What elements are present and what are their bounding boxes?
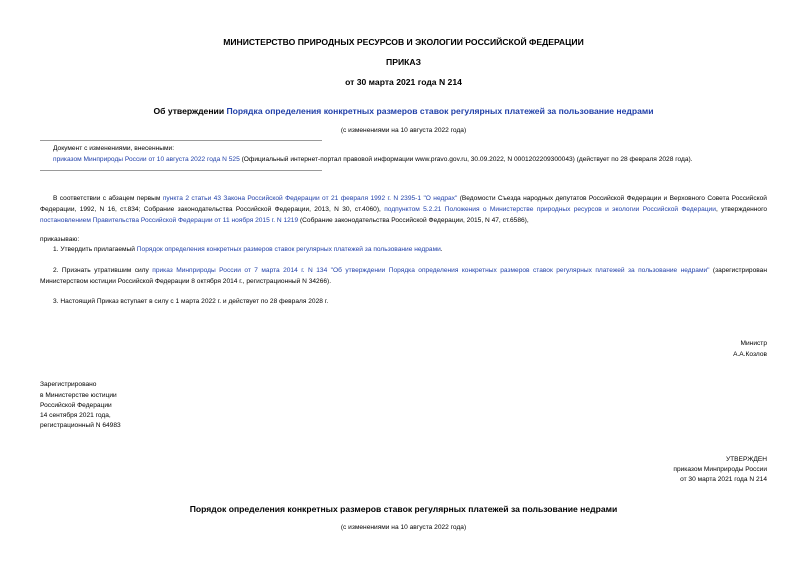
- approval-line-3: от 30 марта 2021 года N 214: [680, 476, 767, 483]
- preamble-text-2: (Ведомости Съезда народных депутатов Российской Федерации и Верховного Совета Российской Федерации, 1992, N 16, ст.834; Собрание законодательства Российской Федерации, 2013, N 30, ст.4060),: [40, 195, 767, 214]
- item-1-link[interactable]: Порядок определения конкретных размеров ставок регулярных платежей за пользование недрами: [136, 246, 441, 253]
- order-word: приказываю:: [40, 236, 80, 243]
- signature-name: А.А.Козлов: [733, 351, 767, 358]
- changes-entry: [53, 154, 773, 165]
- doc-title-link[interactable]: Порядка определения конкретных размеров ставок регулярных платежей за пользование недрами: [226, 106, 654, 116]
- preamble-paragraph: [40, 193, 767, 227]
- doc-title: [0, 106, 807, 116]
- item-2-link[interactable]: приказ Минприроды России от 7 марта 2014 г. N 134 "Об утверждении Порядка определения конкретных размеров ставок регулярных платежей за пользование недрами": [152, 267, 710, 274]
- item-2-text: 2. Признать утратившим силу: [53, 267, 153, 274]
- item-2: [40, 265, 767, 287]
- registration-line-5: регистрационный N 64983: [40, 422, 121, 429]
- changes-bottom-rule: [40, 170, 322, 171]
- item-2-end: (зарегистрирован Министерством юстиции Российской Федерации 8 октября 2014 г., регистрационный N 34266).: [40, 267, 767, 286]
- preamble-link-law[interactable]: пункта 2 статьи 43 Закона Российской Федерации от 21 февраля 1992 г. N 2395-1 "О недрах": [162, 195, 458, 202]
- doc-date-number: от 30 марта 2021 года N 214: [345, 77, 462, 87]
- item-3: 3. Настоящий Приказ вступает в силу с 1 марта 2022 г. и действует по 28 февраля 2028 г.: [53, 298, 329, 305]
- preamble-text-3: , утвержденного: [715, 206, 767, 214]
- registration-line-1: Зарегистрировано: [40, 381, 97, 388]
- doc-title-prefix: Об утверждении: [153, 106, 227, 116]
- item-1: [40, 244, 767, 255]
- changes-entry-rest: (Официальный интернет-портал правовой информации www.pravo.gov.ru, 30.09.2022, N 0001202209300043) (действует по 28 февраля 2028 года).: [239, 156, 693, 163]
- approval-line-1: УТВЕРЖДЕН: [725, 456, 767, 463]
- registration-line-3: Российской Федерации: [40, 402, 112, 409]
- approval-line-2: приказом Минприроды России: [673, 466, 767, 473]
- item-1-end: .: [440, 246, 443, 253]
- preamble-link-decree[interactable]: постановлением Правительства Российской Федерации от 11 ноября 2015 г. N 1219: [40, 217, 299, 225]
- preamble-text-1: В соответствии с абзацем первым: [53, 195, 163, 202]
- changes-link[interactable]: приказом Минприроды России от 10 августа 2022 года N 525: [53, 156, 240, 163]
- item-1-text: 1. Утвердить прилагаемый: [53, 246, 137, 253]
- registration-line-2: в Министерстве юстиции: [40, 392, 117, 399]
- changes-intro: Документ с изменениями, внесенными:: [53, 145, 175, 152]
- appendix-note: (с изменениями на 10 августа 2022 года): [340, 524, 467, 531]
- ministry-heading: МИНИСТЕРСТВО ПРИРОДНЫХ РЕСУРСОВ И ЭКОЛОГИИ РОССИЙСКОЙ ФЕДЕРАЦИИ: [223, 37, 584, 47]
- doc-type: ПРИКАЗ: [386, 57, 421, 67]
- registration-line-4: 14 сентября 2021 года,: [40, 412, 111, 419]
- amendment-note: (с изменениями на 10 августа 2022 года): [340, 127, 467, 134]
- appendix-title: Порядок определения конкретных размеров ставок регулярных платежей за пользование недрами: [189, 504, 618, 514]
- preamble-link-regulation[interactable]: подпунктом 5.2.21 Положения о Министерстве природных ресурсов и экологии Российской Федерации: [384, 206, 716, 214]
- preamble-text-4: (Собрание законодательства Российской Федерации, 2015, N 47, ст.6586),: [298, 217, 529, 225]
- signature-position: Министр: [740, 340, 767, 347]
- changes-top-rule: [40, 140, 322, 141]
